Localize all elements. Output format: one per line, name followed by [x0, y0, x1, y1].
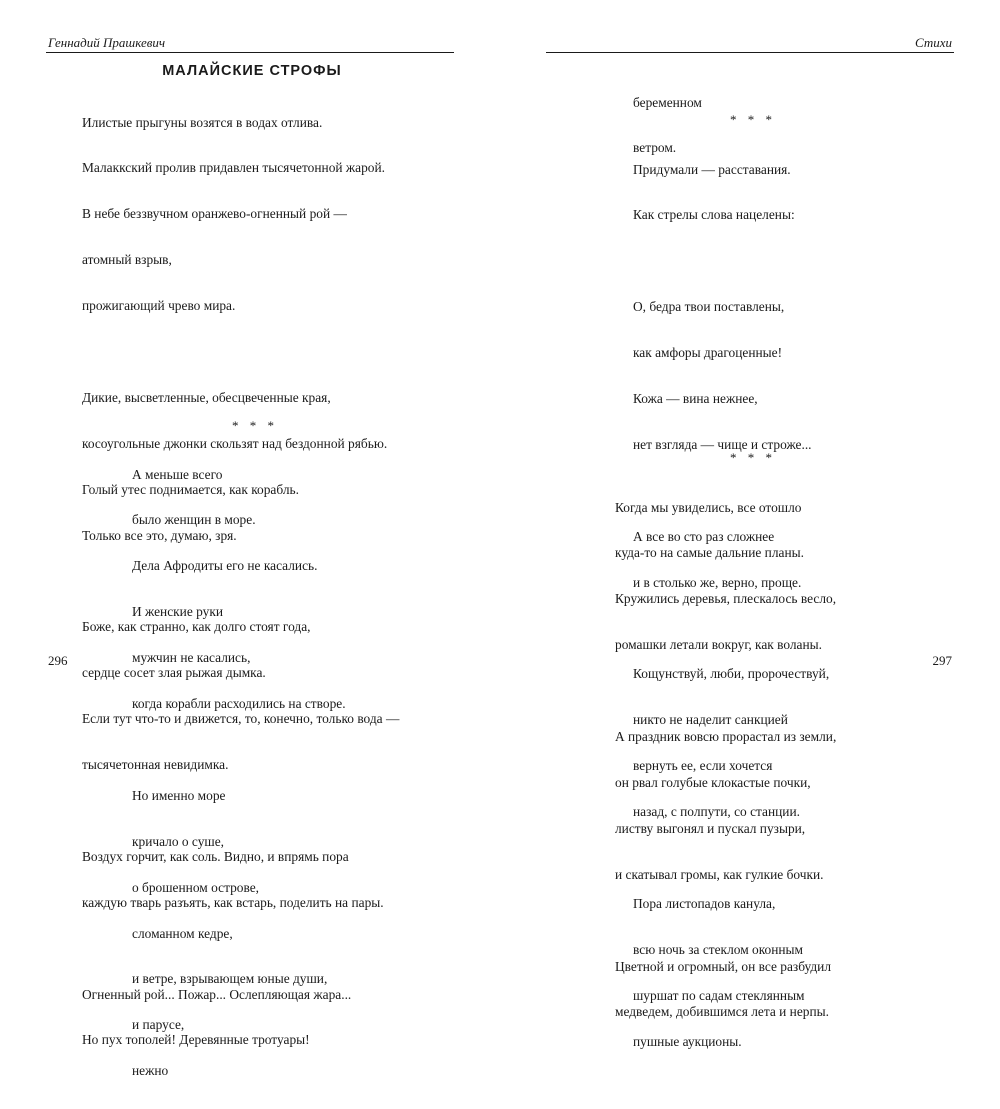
- verse-line: беременном: [633, 94, 702, 110]
- header-rule: [546, 52, 954, 53]
- verse-line: Илистые прыгуны возятся в водах отлива.: [82, 114, 323, 130]
- verse-line: Боже, как странно, как долго стоят года,: [82, 619, 311, 635]
- verse-line: Придумали — расставания.: [633, 161, 791, 177]
- verse-line: Воздух горчит, как соль. Видно, и впрямь пора: [82, 848, 349, 864]
- verse-line: и в столько же, верно, проще.: [633, 574, 802, 590]
- verse-line: сердце сосет злая рыжая дымка.: [82, 665, 266, 681]
- verse-line: Кощунствуй, люби, пророчествуй,: [633, 666, 830, 682]
- header-rule: [46, 52, 454, 53]
- page-number: 296: [48, 653, 68, 668]
- verse-line: было женщин в море.: [132, 512, 256, 528]
- verse-line: Дикие, высветленные, обесцвеченные края,: [82, 389, 331, 405]
- running-head-author: Геннадий Прашкевич: [48, 35, 166, 50]
- verse-line: Как стрелы слова нацелены:: [633, 207, 795, 223]
- verse-line: Если тут что-то и движется, то, конечно, только вода —: [82, 711, 400, 727]
- verse-line: И женские руки: [132, 604, 223, 620]
- verse-line: куда-то на самые дальние планы.: [615, 545, 804, 561]
- verse-line: нежно: [132, 1063, 169, 1079]
- verse-line: Голый утес поднимается, как корабль.: [82, 481, 299, 497]
- left-page: [0, 0, 500, 1079]
- verse-line: каждую тварь разъять, как встарь, поделить на пары.: [82, 894, 384, 910]
- right-page: [500, 0, 1000, 1049]
- verse-line: Огненный рой... Пожар... Ослепляющая жара...: [82, 986, 352, 1002]
- poem-sea: [132, 436, 346, 1109]
- verse-line: назад, с полпути, со станции.: [633, 804, 800, 820]
- section-separator: * * *: [730, 450, 776, 465]
- verse-line: Но пух тополей! Деревянные тротуары!: [82, 1032, 310, 1048]
- verse-line: он рвал голубые клокастые почки,: [615, 774, 811, 790]
- verse-line: о брошенном острове,: [132, 879, 260, 895]
- verse-line: листву выгонял и пускал пузыри,: [615, 820, 806, 836]
- verse-line: вернуть ее, если хочется: [633, 758, 773, 774]
- section-separator: * * *: [232, 418, 278, 433]
- verse-line: никто не наделит санкцией: [633, 712, 788, 728]
- verse-line: когда корабли расходились на створе.: [132, 696, 346, 712]
- poem-title: МАЛАЙСКИЕ СТРОФЫ: [162, 63, 342, 79]
- verse-line: А все во сто раз сложнее: [633, 528, 775, 544]
- poem-celebration: [615, 469, 836, 1050]
- verse-line: мужчин не касались,: [132, 650, 251, 666]
- verse-line: Кружились деревья, плескалось весло,: [615, 591, 837, 607]
- verse-line: О, бедра твои поставлены,: [633, 299, 785, 315]
- verse-line: шуршат по садам стеклянным: [633, 987, 805, 1003]
- verse-line: Кожа — вина нежнее,: [633, 391, 758, 407]
- verse-line: и парусе,: [132, 1017, 185, 1033]
- verse-line: Малаккский пролив придавлен тысячетонной жарой.: [82, 160, 386, 176]
- verse-line: Пора листопадов канула,: [633, 895, 776, 911]
- verse-line: А меньше всего: [132, 466, 223, 482]
- page-number: 297: [932, 653, 952, 668]
- verse-line: ромашки летали вокруг, как воланы.: [615, 637, 822, 653]
- verse-line: как амфоры драгоценные!: [633, 345, 783, 361]
- verse-line: прожигающий чрево мира.: [82, 298, 236, 314]
- verse-line: косоугольные джонки скользят над бездонной рябью.: [82, 435, 388, 451]
- verse-line: сломанном кедре,: [132, 925, 233, 941]
- verse-line: пушные аукционы.: [633, 1033, 742, 1049]
- verse-line: атомный взрыв,: [82, 252, 172, 268]
- verse-line: Но именно море: [132, 787, 226, 803]
- verse-line: нет взгляда — чище и строже...: [633, 436, 812, 452]
- verse-line: кричало о суше,: [132, 833, 224, 849]
- verse-line: и скатывал громы, как гулкие бочки.: [615, 866, 824, 882]
- verse-line: В небе беззвучном оранжево-огненный рой —: [82, 206, 347, 222]
- verse-line: всю ночь за стеклом оконным: [633, 941, 804, 957]
- verse-line: А праздник вовсю прорастал из земли,: [615, 729, 837, 745]
- verse-line: Когда мы увиделись, все отошло: [615, 499, 802, 515]
- running-head-section: Стихи: [914, 35, 952, 50]
- verse-line: тысячетонная невидимка.: [82, 757, 229, 773]
- verse-line: медведем, добившимся лета и нерпы.: [615, 1004, 829, 1020]
- verse-line: Дела Афродиты его не касались.: [132, 558, 318, 574]
- verse-line: ветром.: [633, 140, 677, 156]
- verse-line: и ветре, взрывающем юные души,: [132, 971, 328, 987]
- section-separator: * * *: [730, 112, 776, 127]
- verse-line: Только все это, думаю, зря.: [82, 527, 237, 543]
- verse-line: Цветной и огромный, он все разбудил: [615, 958, 832, 974]
